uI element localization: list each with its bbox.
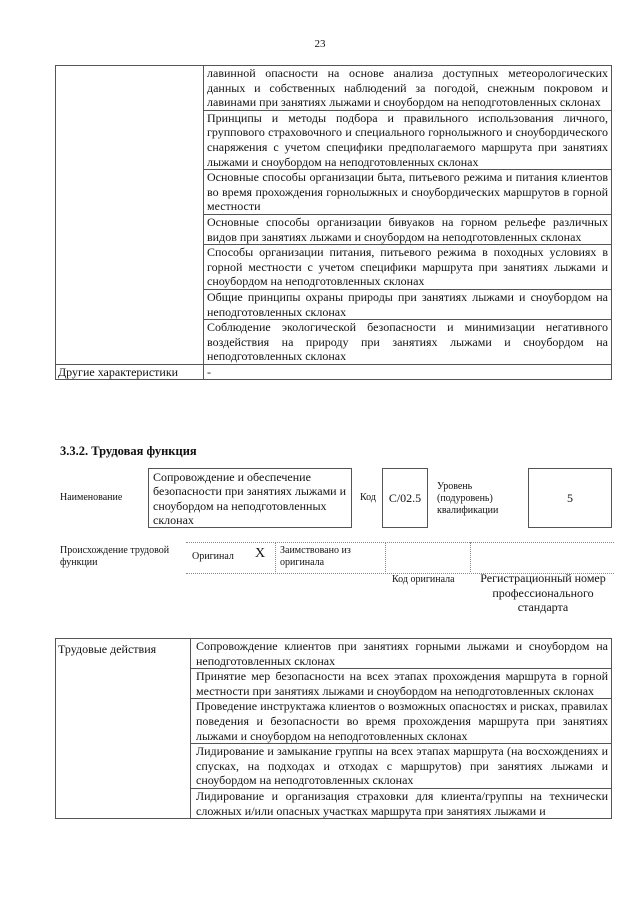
divider	[470, 542, 472, 572]
table-row	[56, 364, 612, 380]
labor-actions-label: Трудовые действия	[56, 639, 191, 819]
table-row	[56, 66, 612, 111]
function-code-value: C/02.5	[382, 468, 428, 528]
knowledge-item: Соблюдение экологической безопасности и минимизации негативного воздействия на природу при занятиях лыжами и сноубордом на неподготовленных склонах	[204, 320, 612, 365]
origin-row	[186, 542, 614, 574]
code-label: Код	[360, 492, 376, 503]
page-number: 23	[314, 38, 326, 50]
function-name-value: Сопровождение и обеспечение безопасности при занятиях лыжами и сноубордом на неподготовленных склонах	[148, 468, 352, 528]
labor-action-item: Лидирование и организация страховки для клиента/группы на технически сложных и/или опасных участках маршрута при занятиях лыжами и	[191, 788, 612, 818]
knowledge-item: Основные способы организации быта, питьевого режима и питания клиентов во время прохождения горнолыжных и сноубордических маршрутов в горной местности	[204, 170, 612, 215]
divider	[385, 542, 387, 572]
labor-action-item: Принятие мер безопасности на всех этапах прохождения маршрута в горной местности при занятиях лыжами и сноубордом на неподготовленных склонах	[191, 669, 612, 699]
qualification-level-value: 5	[528, 468, 612, 528]
borrowed-label: Заимствовано из оригинала	[280, 545, 351, 568]
origin-label: Происхождение трудовой функции	[60, 545, 170, 568]
labor-action-item: Проведение инструктажа клиентов о возможных опасностях и рисках, правилах поведения и безопасности во время прохождения маршрута при занятиях лыжами и сноубордом на неподготовленных склонах	[191, 699, 612, 744]
level-label: Уровень (подуровень) квалификации	[437, 481, 499, 516]
knowledge-item: лавинной опасности на основе анализа доступных метеорологических данных и собственных наблюдений за погодой, снежным покровом и лавинами при занятиях лыжами и сноубордом на неподготовленных склонах	[204, 66, 612, 111]
other-characteristics-value: -	[204, 364, 612, 380]
original-label: Оригинал	[192, 551, 234, 562]
knowledge-item: Основные способы организации бивуаков на горном рельефе различных видов при занятиях лыжами и сноубордом на неподготовленных склонах	[204, 214, 612, 244]
knowledge-item: Общие принципы охраны природы при занятиях лыжами и сноубордом на неподготовленных склонах	[204, 289, 612, 319]
code-original-label: Код оригинала	[392, 574, 455, 585]
knowledge-item: Способы организации питания, питьевого режима в походных условиях в горной местности с учетом специфики маршрута при занятиях лыжами и сноубордом на неподготовленных склонах	[204, 245, 612, 290]
labor-action-item: Лидирование и замыкание группы на всех этапах маршрута (на восхождениях и спусках, на подходах и отходах с маршрутов) при занятиях лыжами и сноубордом на неподготовленных склонах	[191, 744, 612, 789]
original-mark: X	[255, 546, 266, 561]
labor-action-item: Сопровождение клиентов при занятиях горными лыжами и сноубордом на неподготовленных склонах	[191, 639, 612, 669]
section-title: 3.3.2. Трудовая функция	[60, 444, 197, 458]
registration-number-label: Регистрационный номер профессионального стандарта	[480, 571, 606, 614]
knowledge-item: Принципы и методы подбора и правильного использования личного, группового страховочного и специального горнолыжного и сноубордического снаряжения с учетом специфики предполагаемого маршрута при занятиях лыжами и сноубордом на неподготовленных склонах	[204, 110, 612, 169]
knowledge-label-cell	[56, 66, 204, 365]
knowledge-table	[55, 65, 612, 380]
other-characteristics-label: Другие характеристики	[56, 364, 204, 380]
table-row	[56, 639, 612, 669]
labor-actions-table	[55, 638, 612, 819]
name-label: Наименование	[60, 492, 123, 503]
divider	[275, 542, 277, 572]
